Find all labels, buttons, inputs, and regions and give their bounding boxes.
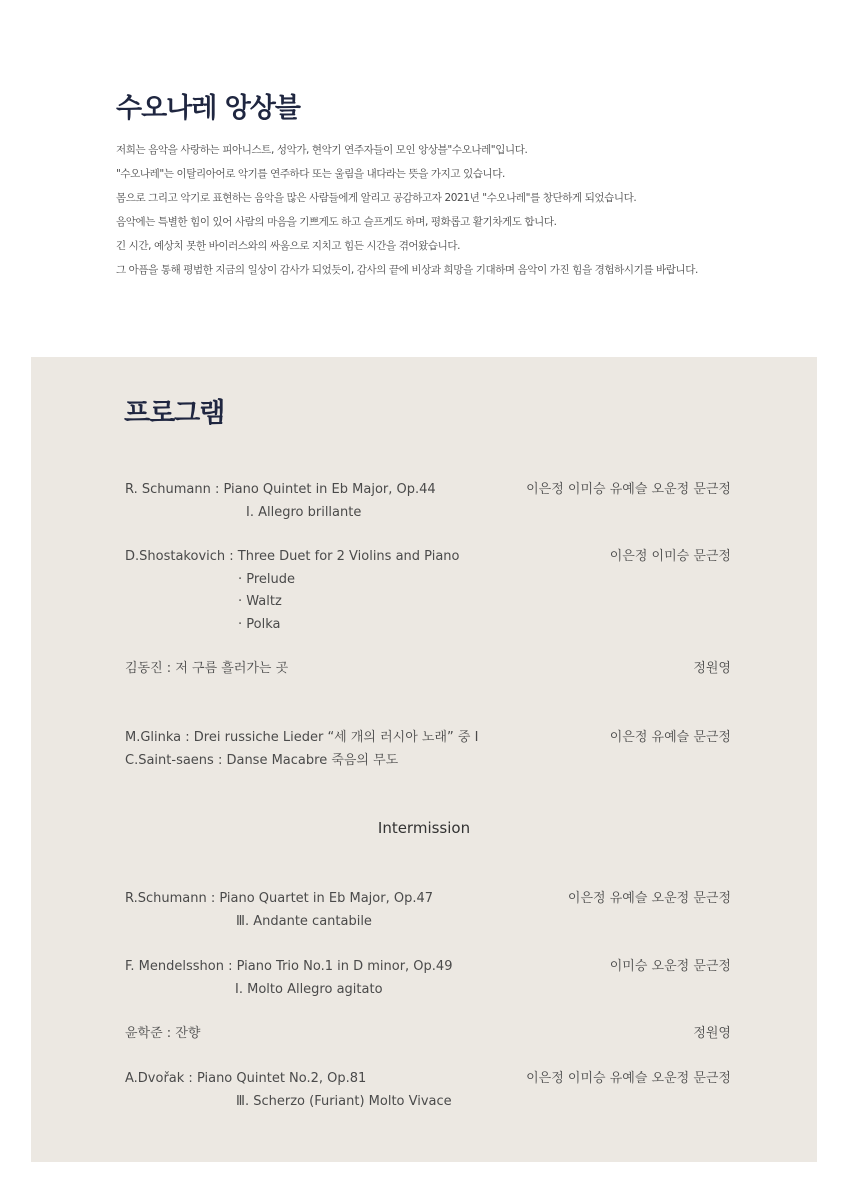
performers: 이미승 오운정 문근정: [609, 959, 731, 974]
movement: · Prelude: [238, 571, 296, 587]
program-item: [125, 888, 731, 933]
performers: 이은정 이미승 유예슬 오운정 문근정: [526, 482, 731, 497]
ensemble-title: 수오나레 앙상블: [116, 93, 300, 124]
movement: · Polka: [238, 616, 281, 632]
program-item: [125, 1023, 731, 1046]
piece-title: R.Schumann : Piano Quartet in Eb Major, Op.47: [125, 891, 433, 906]
performers: 이은정 이미승 유예슬 오운정 문근정: [526, 1071, 731, 1086]
intro-line: "수오나레"는 이탈리아어로 악기를 연주하다 또는 울림을 내다라는 뜻을 가지고 있습니다.: [116, 168, 505, 180]
intro-line: 긴 시간, 예상치 못한 바이러스와의 싸움으로 지치고 힘든 시간을 겪어왔습니다.: [116, 240, 461, 252]
performers: 이은정 유예슬 문근정: [609, 730, 731, 745]
performers: 정원영: [693, 661, 731, 676]
program-title: 프로그램: [124, 398, 225, 429]
program-item: [125, 546, 731, 636]
performers: 이은정 이미승 문근정: [609, 549, 731, 564]
piece-title: M.Glinka : Drei russiche Lieder “세 개의 러시아 노래” 중 Ⅰ: [125, 730, 479, 745]
program-item: [125, 658, 731, 681]
piece-title: 김동진 : 저 구름 흘러가는 곳: [125, 661, 289, 676]
intermission-label: Intermission: [377, 819, 471, 837]
movement: Ⅲ. Scherzo (Furiant) Molto Vivace: [236, 1093, 452, 1109]
movement: Ⅰ. Molto Allegro agitato: [235, 981, 383, 997]
program-item: [125, 479, 731, 524]
piece-title: C.Saint-saens : Danse Macabre 죽음의 무도: [125, 752, 399, 768]
program-item: [125, 727, 731, 772]
intro-section: [116, 92, 816, 282]
intro-text: [116, 138, 816, 282]
piece-title: F. Mendelsshon : Piano Trio No.1 in D minor, Op.49: [125, 959, 453, 974]
movement: Ⅰ. Allegro brillante: [246, 504, 362, 520]
intro-line: 몸으로 그리고 악기로 표현하는 음악을 많은 사람들에게 알리고 공감하고자 2021년 "수오나레"를 창단하게 되었습니다.: [116, 192, 637, 204]
program-item: [125, 1068, 731, 1113]
intro-line: 저희는 음악을 사랑하는 피아니스트, 성악가, 현악기 연주자들이 모인 앙상블"수오나레"입니다.: [116, 144, 528, 156]
movement: Ⅲ. Andante cantabile: [236, 913, 372, 929]
intro-line: 음악에는 특별한 힘이 있어 사람의 마음을 기쁘게도 하고 슬프게도 하며, 평화롭고 활기차게도 합니다.: [116, 216, 557, 228]
program-item: [125, 956, 731, 1001]
movement: · Waltz: [238, 594, 282, 609]
intro-line: 그 아픔을 통해 평범한 지금의 일상이 감사가 되었듯이, 감사의 끝에 비상과 희망을 기대하며 음악이 가진 힘을 경험하시기를 바랍니다.: [116, 264, 698, 276]
piece-title: 윤학준 : 잔향: [125, 1026, 201, 1041]
performers: 이은정 유예슬 오운정 문근정: [567, 891, 731, 906]
piece-title: A.Dvořak : Piano Quintet No.2, Op.81: [125, 1071, 367, 1086]
performers: 정원영: [693, 1026, 731, 1041]
program-section: [31, 357, 817, 1162]
piece-title: R. Schumann : Piano Quintet in Eb Major, Op.44: [125, 482, 436, 497]
piece-title: D.Shostakovich : Three Duet for 2 Violins and Piano: [125, 549, 460, 564]
